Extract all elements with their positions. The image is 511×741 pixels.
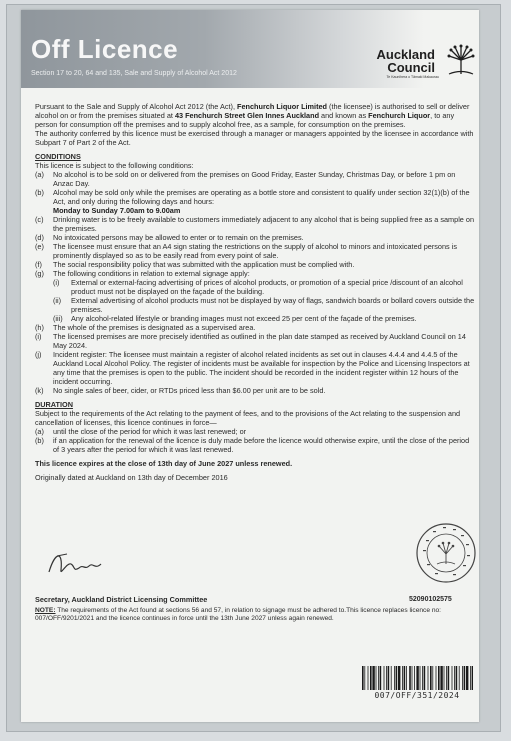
barcode-bar [364,666,365,690]
pohutukawa-icon [447,44,475,76]
condition-text: The social responsibility policy that was submitted with the application must be complied with. [53,260,355,269]
barcode-bar [398,666,400,690]
condition-item [35,269,475,278]
condition-text: The licensed premises are more precisely identified as outlined in the plan date stamped as received by Auckland Council on 14 May 2024. [53,332,466,350]
licence-title: Off Licence [31,34,179,64]
signage-label: (ii) [53,296,62,305]
premises-known-as: Fenchurch Liquor [368,111,431,120]
condition-text: The licensee must ensure that an A4 sign stating the restrictions on the supply of alcohol to minors and intoxicated persons is prominently displayed so as to be easily read from every point of sale. [53,242,457,260]
intro-text-c: and known as [319,111,369,120]
barcode-bar [470,666,471,690]
note-label: NOTE: [35,607,56,614]
authority-paragraph: The authority conferred by this licence must be exercised through a manager or managers appointed by the licensee in accordance with Subpart 7 of Part 2 of the Act. [35,129,474,147]
licence-body [35,102,475,482]
duration-heading: DURATION [35,400,73,409]
barcode-bar [394,666,395,690]
condition-label: (f) [35,260,42,269]
condition-text: No intoxicated persons may be allowed to enter or to remain on the premises. [53,233,304,242]
barcode-bar [391,666,392,690]
barcode-bar [432,666,433,690]
condition-item [35,242,475,260]
intro-paragraph [35,102,475,129]
condition-item [35,323,475,332]
barcode-bar [464,666,466,690]
barcode-number: 007/OFF/351/2024 [374,691,460,700]
signage-item [35,296,475,314]
committee-seal [415,522,477,584]
reference-number: 52090102575 [409,596,452,603]
signage-text: Any alcohol-related lifestyle or branding images must not exceed 25 per cent of the façade of the premises. [71,314,417,323]
duration-label: (a) [35,427,44,436]
note-text: The requirements of the Act found at sections 56 and 57, in relation to signage must be adhered to.This licence replaces licence no: 007/OFF/9201/2021 and the licence continues in force until the 13th June 2027 unless again renewed. [35,607,441,622]
condition-text: No alcohol is to be sold on or delivered from the premises on Good Friday, Easter Sunday, Christmas Day, or before 1 pm on Anzac Day. [53,170,456,188]
conditions-lead: This licence is subject to the following conditions: [35,161,194,170]
barcode-bar [428,666,429,690]
logo-tagline: Te Kaunihera o Tāmaki Makaurau [386,75,439,79]
original-date: Originally dated at Auckland on 13th day of December 2016 [35,473,228,482]
secretary-title: Secretary, Auckland District Licensing Committee [35,595,208,604]
intro-text-b: (the licensee) is authorised to sell or deliver alcohol on or from the premises situated at [35,102,470,120]
barcode-bar [459,666,460,690]
condition-item [35,215,475,233]
licence-barcode [361,666,473,690]
barcode-bar [444,666,445,690]
signage-label: (iii) [53,314,63,323]
signage-item [35,314,475,323]
barcode-bar [368,666,369,690]
barcode-bar [454,666,455,690]
barcode-bar [362,666,364,690]
barcode-bar [448,666,450,690]
barcode-bar [406,666,407,690]
barcode-bar [384,666,385,690]
barcode-bar [404,666,406,690]
licence-document [21,10,479,722]
duration-item [35,427,475,436]
barcode-bar [409,666,411,690]
condition-label: (e) [35,242,44,251]
condition-text: No single sales of beer, cider, or RTDs priced less than $6.00 per unit are to be sold. [53,386,326,395]
barcode-bar [466,666,468,690]
signage-item [35,278,475,296]
barcode-bar [452,666,453,690]
licensee-name: Fenchurch Liquor Limited [237,102,328,111]
barcode-bar [376,666,377,690]
condition-label: (i) [35,332,42,341]
barcode-bar [436,666,437,690]
conditions-heading: CONDITIONS [35,152,81,161]
barcode-bar [416,666,418,690]
expiry-statement: This licence expires at the close of 13th day of June 2027 unless renewed. [35,459,293,468]
barcode-bar [472,666,473,690]
duration-text: if an application for the renewal of the licence is duly made before the licence would otherwise expire, until the close of the period of 3 years after the period for which it was last renewed. [53,436,470,454]
trading-hours: Monday to Sunday 7.00am to 9.00am [53,206,181,215]
barcode-bar [430,666,432,690]
barcode-bar [370,666,372,690]
premises-address: 43 Fenchurch Street Glen Innes Auckland [174,111,320,120]
signage-label: (i) [53,278,60,287]
condition-text: The whole of the premises is designated as a supervised area. [53,323,256,332]
barcode-bar [386,666,387,690]
condition-item [35,260,475,269]
barcode-bar [380,666,382,690]
logo-word-council: Council [387,60,435,75]
condition-label: (b) [35,188,44,197]
barcode-bar [396,666,398,690]
duration-item [35,436,475,454]
condition-item [35,233,475,242]
condition-item [35,350,475,386]
duration-text: until the close of the period for which it was last renewed; or [53,427,247,436]
logo-word-auckland: Auckland [376,47,435,62]
condition-label: (c) [35,215,44,224]
intro-text-a: Pursuant to the Sale and Supply of Alcohol Act 2012 (the Act), [35,102,238,111]
condition-item [35,188,475,215]
barcode-bar [388,666,390,690]
condition-label: (j) [35,350,42,359]
barcode-bar [424,666,426,690]
barcode-bar [372,666,374,690]
condition-label: (h) [35,323,44,332]
condition-text: Incident register: The licensee must maintain a register of alcohol related incidents as set out in clauses 4.4.4 and 4.4.5 of the Auckland Local Alcohol Policy. The register of incidents must be available for inspection by the Police and Licensing Inspectors at any time that the premises is open to the public. The incident should be recorded in the incident register within 12 hours of the incident occurring. [53,350,470,386]
signage-text: External or external-facing advertising of prices of alcohol products, or promotion of a special price /discount of an alcohol product must not be displayed on the façade of the building. [71,278,463,296]
barcode-bar [440,666,442,690]
condition-item [35,170,475,188]
barcode-bar [438,666,440,690]
condition-label: (a) [35,170,44,179]
condition-text: The following conditions in relation to external signage apply: [53,269,250,278]
condition-label: (d) [35,233,44,242]
duration-lead: Subject to the requirements of the Act relating to the payment of fees, and to the provisions of the Act relating to the suspension and cancellation of licenses, this licence continues in force— [35,409,461,427]
barcode-bar [446,666,447,690]
condition-text: Drinking water is to be freely available to customers immediately adjacent to any alcohol that is being supplied free as a sample on the premises. [53,215,475,233]
barcode-bar [378,666,379,690]
signature-mark [45,542,115,582]
condition-label: (g) [35,269,44,278]
licence-subtitle: Section 17 to 20, 64 and 135, Sale and Supply of Alcohol Act 2012 [31,70,237,77]
barcode-bar [414,666,415,690]
barcode-bar [456,666,458,690]
note-paragraph [35,607,465,623]
duration-label: (b) [35,436,44,445]
barcode-bar [402,666,403,690]
condition-item [35,386,475,395]
barcode-bar [412,666,413,690]
condition-label: (k) [35,386,44,395]
barcode-bar [462,666,463,690]
barcode-bar [422,666,423,690]
condition-item [35,332,475,350]
barcode-bar [420,666,421,690]
signage-text: External advertising of alcohol products must not be displayed by way of flags, sandwich boards or bollard covers outside the premises. [71,296,475,314]
council-logo [377,38,475,86]
intro-text-d: , to any person for consumption off the premises and to supply alcohol free, as a sample, for consumption on the premises. [35,111,455,129]
condition-text: Alcohol may be sold only while the premises are operating as a bottle store and consistent to qualify under section 32(1)(b) of the Act, and only during the following days and hours: [53,188,470,206]
